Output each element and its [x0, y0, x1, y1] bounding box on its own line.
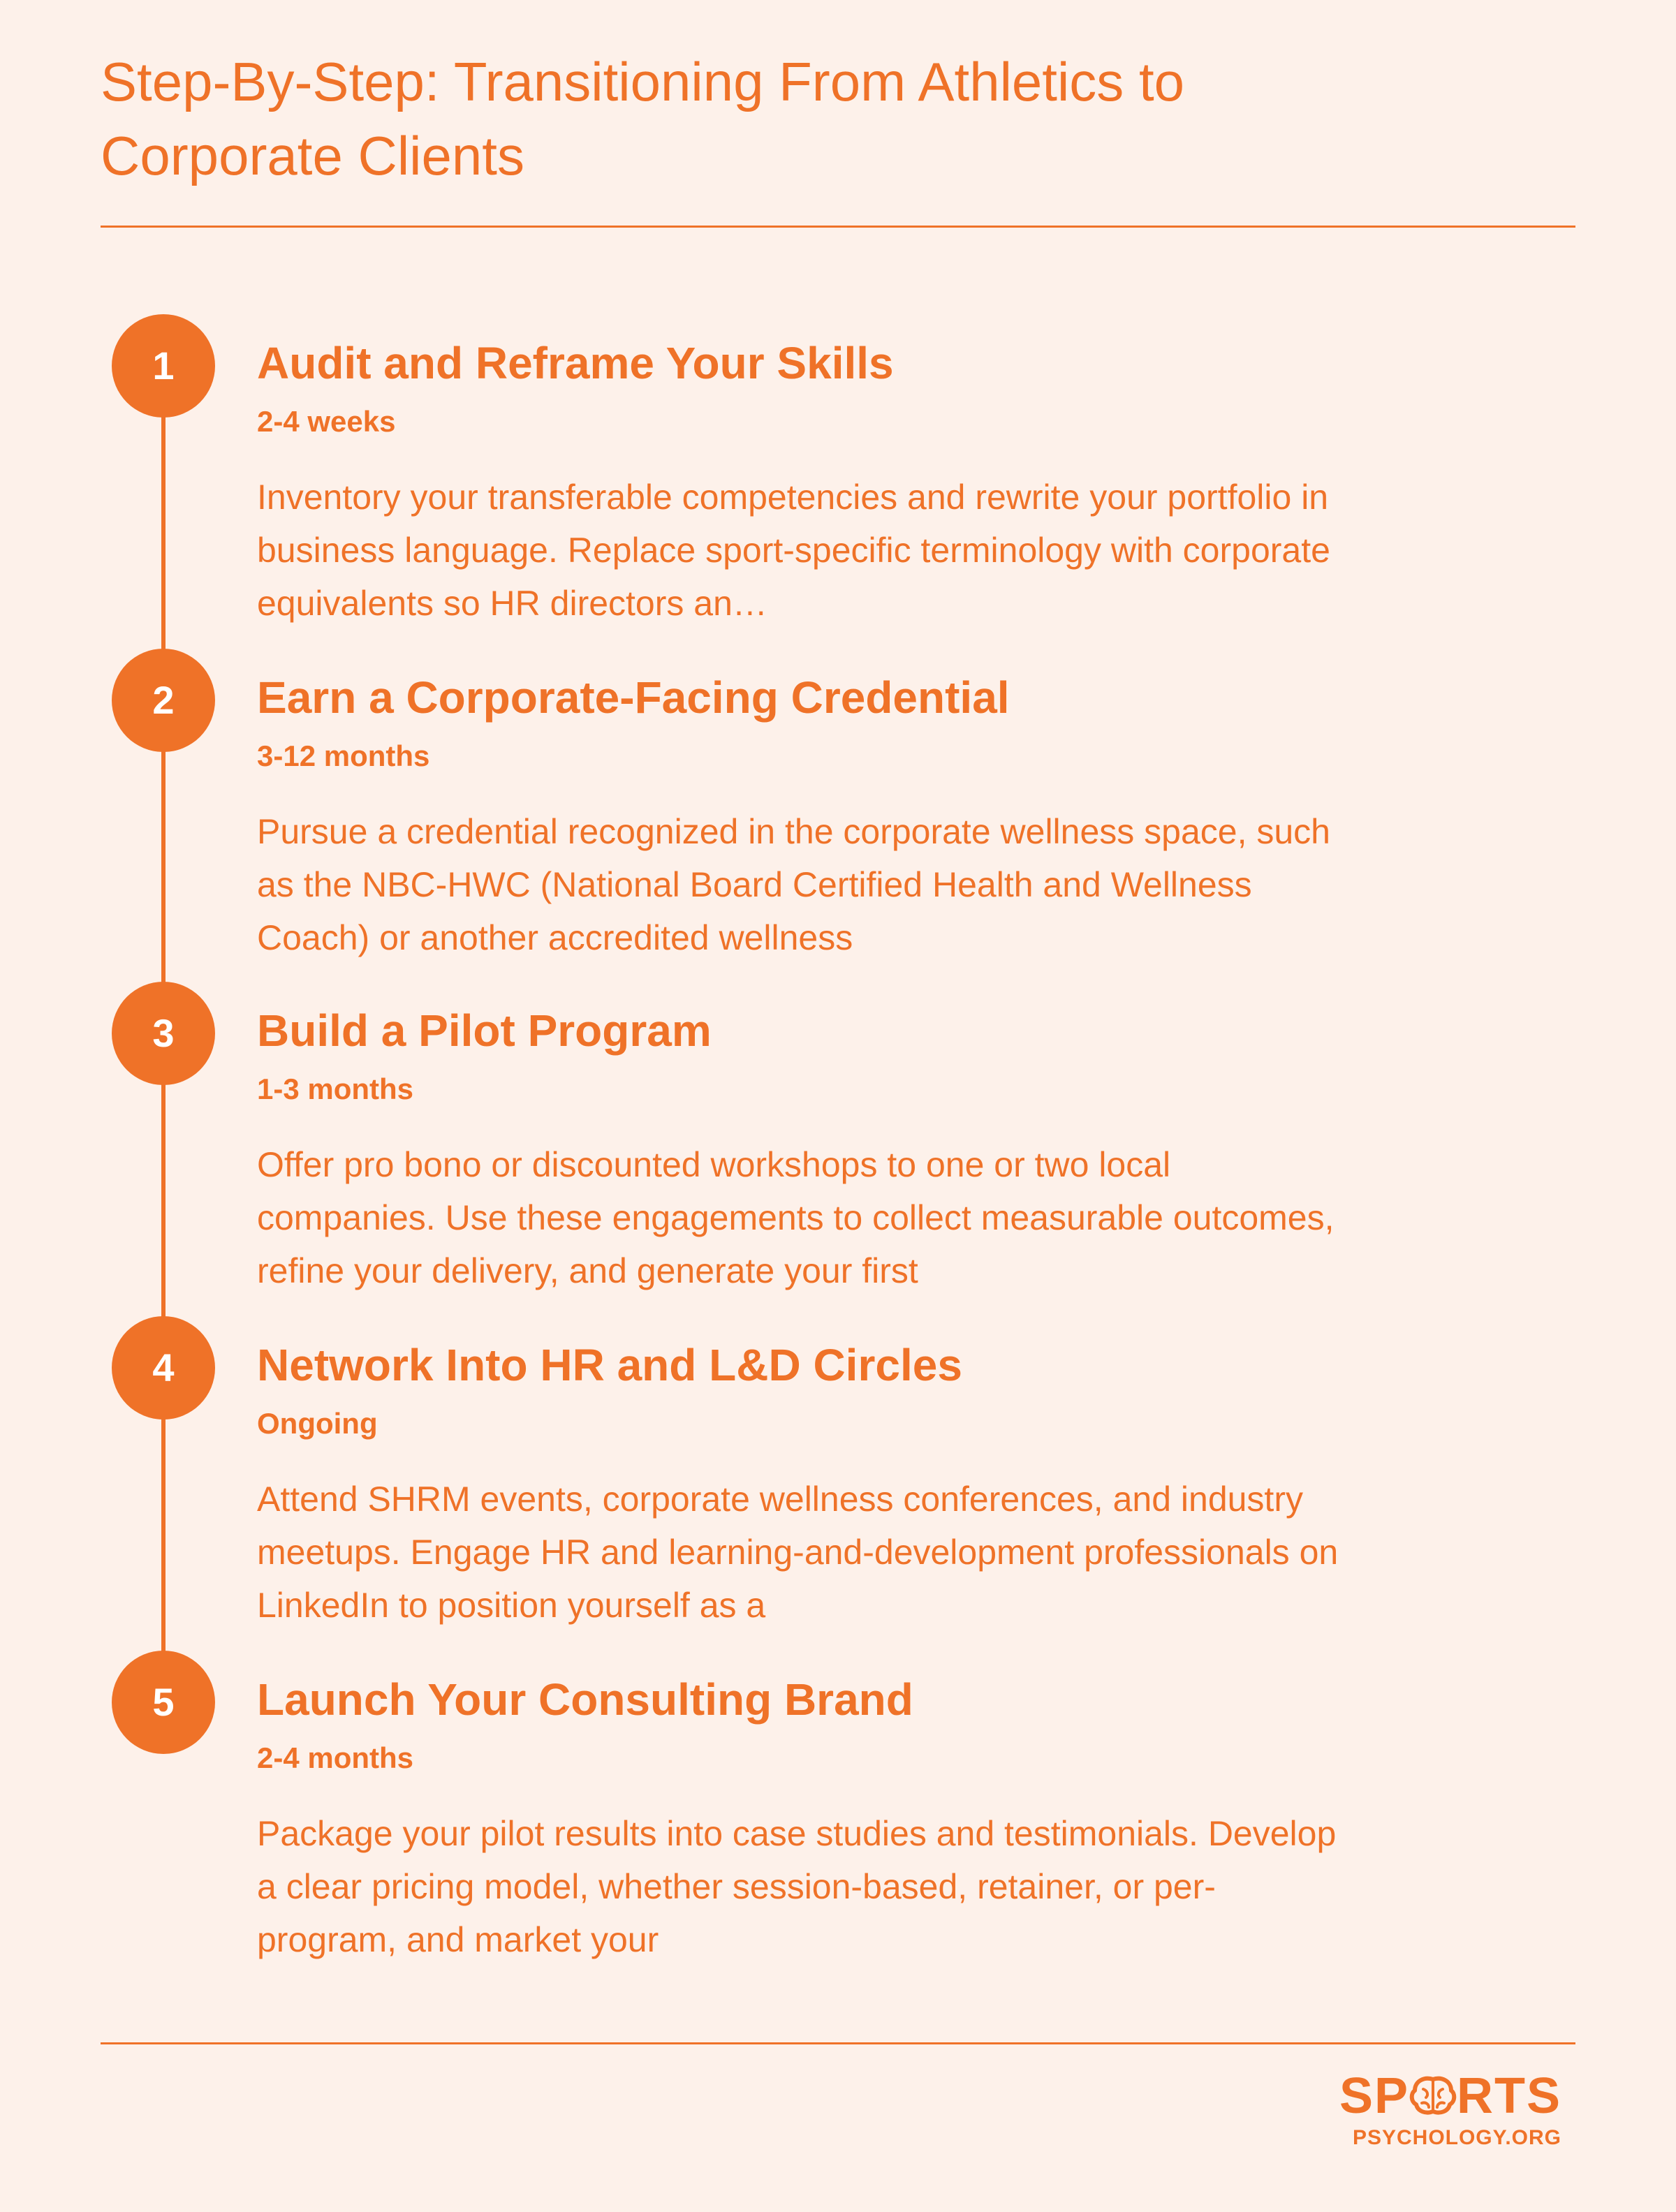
step-duration: 2-4 weeks [257, 405, 396, 438]
step-title: Launch Your Consulting Brand [257, 1674, 913, 1725]
logo-word-end: RTS [1457, 2068, 1561, 2124]
step-description: Attend SHRM events, corporate wellness conferences, and industry meetups. Engage HR and learning-and-development professionals on LinkedIn to position yourself as a [257, 1480, 1339, 1625]
step-duration: 1-3 months [257, 1072, 414, 1105]
step-title: Earn a Corporate-Facing Credential [257, 672, 1010, 723]
top-divider [101, 226, 1575, 228]
step-description: Package your pilot results into case studies and testimonials. Develop a clear pricing model, whether session-based, retainer, or per-program, and market your [257, 1814, 1337, 1959]
step-number-badge: 3 [112, 982, 215, 1085]
bottom-divider [101, 2042, 1575, 2044]
step-duration: Ongoing [257, 1407, 378, 1440]
logo-subtitle: PSYCHOLOGY.ORG [1352, 2126, 1561, 2149]
step-description: Inventory your transferable competencies and rewrite your portfolio in business language. Replace sport-specific terminology with corporate equivalents so HR directors an… [257, 478, 1330, 623]
step-duration: 3-12 months [257, 739, 430, 772]
step-title: Network Into HR and L&D Circles [257, 1340, 962, 1390]
step-number-badge: 4 [112, 1316, 215, 1420]
step-number-badge: 2 [112, 649, 215, 752]
step-duration: 2-4 months [257, 1741, 414, 1774]
step-title: Audit and Reframe Your Skills [257, 338, 894, 388]
step-title: Build a Pilot Program [257, 1005, 712, 1056]
step-description: Offer pro bono or discounted workshops to one or two local companies. Use these engagements to collect measurable outcomes, refine your delivery, and generate your first [257, 1145, 1335, 1290]
logo-word-start: SP [1339, 2068, 1409, 2124]
logo-wordmark [1339, 2067, 1561, 2125]
step-number-badge: 1 [112, 314, 215, 418]
brain-icon [1409, 2075, 1457, 2117]
step-description: Pursue a credential recognized in the corporate wellness space, such as the NBC-HWC (National Board Certified Health and Wellness Coach) or another accredited wellness [257, 812, 1330, 957]
sportspsychology-logo [1306, 2067, 1571, 2165]
step-number-badge: 5 [112, 1651, 215, 1754]
page-title: Step-By-Step: Transitioning From Athletics to Corporate Clients [101, 51, 1185, 186]
